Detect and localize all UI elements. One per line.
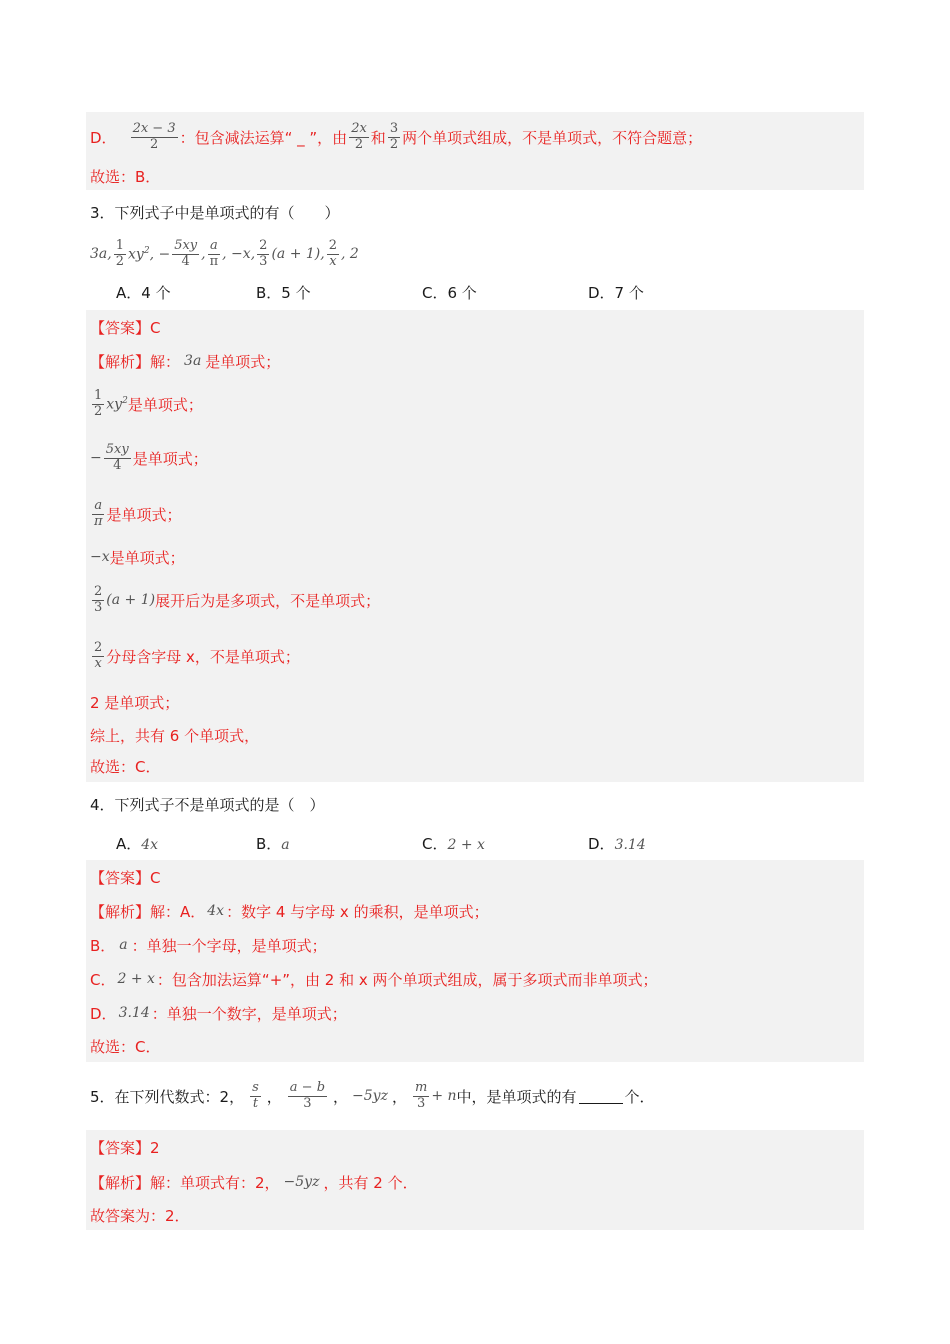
fraction: $\frac{3}{2}$ bbox=[389, 120, 399, 152]
option-a[interactable]: A．4 个 bbox=[116, 283, 171, 302]
option-d[interactable]: D．3.14 bbox=[588, 834, 646, 853]
analysis-c: C． 2 + x ：包含加法运算“+”，由 2 和 x 两个单项式组成，属于多项式而非单项式； bbox=[90, 970, 658, 989]
answer-line: 【答案】2 bbox=[90, 1138, 160, 1157]
question-3 bbox=[86, 190, 864, 782]
option-b[interactable]: B．a bbox=[256, 834, 290, 853]
analysis-a: 【解析】解：A． 4x ：数字 4 与字母 x 的乘积，是单项式； bbox=[90, 902, 489, 921]
question-stem: 4．下列式子不是单项式的是（ ） bbox=[90, 795, 325, 814]
q3-final: 故选：C． bbox=[90, 757, 161, 776]
analysis-line-5: −x 是单项式； bbox=[90, 548, 185, 567]
option-c[interactable]: C．6 个 bbox=[422, 283, 477, 302]
q5-final: 故答案为：2． bbox=[90, 1206, 190, 1225]
fraction: $\frac{2x}{2}$ bbox=[351, 120, 367, 152]
analysis-line-7: $\frac{2}{x}$ 分母含字母 x，不是单项式； bbox=[94, 639, 300, 671]
analysis-d: D． 3.14 ：单独一个数字，是单项式； bbox=[90, 1004, 347, 1023]
q2-option-d-line: D． $\frac{2x - 3}{2}$ ：包含减法运算“ _ ”，由 $\frac{2x}{2}$ 和 $\frac{3}{2}$ 两个单项式组成，不是单项式，不符合题意； bbox=[90, 120, 703, 152]
document-page bbox=[86, 112, 864, 1230]
analysis-line: 【解析】解：单项式有：2， −5yz ，共有 2 个． bbox=[90, 1173, 418, 1192]
q4-answer-box bbox=[86, 860, 864, 1062]
q4-options bbox=[86, 826, 864, 860]
option-label: D． bbox=[90, 128, 117, 147]
analysis-line-8: 2 是单项式； bbox=[90, 693, 180, 712]
analysis-b: B． a ：单独一个字母，是单项式； bbox=[90, 936, 327, 955]
option-a[interactable]: A．4x bbox=[116, 834, 159, 853]
option-b[interactable]: B．5 个 bbox=[256, 283, 311, 302]
q2-final: 故选：B． bbox=[90, 167, 161, 186]
q4-final: 故选：C． bbox=[90, 1037, 161, 1056]
analysis-line-1: 【解析】解： 3a 是单项式； bbox=[90, 352, 281, 371]
question-4 bbox=[86, 782, 864, 1062]
question-stem: 5．在下列代数式：2， $\frac{s}{t}$ ， $\frac{a - b}{3}$ ， −5yz ， $\frac{m}{3}$ + n 中，是单项式的有 个． bbox=[90, 1079, 655, 1111]
q5-answer-box bbox=[86, 1130, 864, 1230]
question-5 bbox=[86, 1062, 864, 1230]
option-c[interactable]: C．2 + x bbox=[422, 834, 485, 853]
question-stem: 3．下列式子中是单项式的有（ ） bbox=[90, 203, 340, 222]
analysis-line-3: − $\frac{5xy}{4}$ 是单项式； bbox=[90, 441, 208, 473]
q3-options bbox=[86, 274, 864, 310]
analysis-line-2: $\frac{1}{2}$ $xy^2$ 是单项式； bbox=[94, 387, 203, 419]
analysis-line-6: $\frac{2}{3}$ (a + 1) 展开后为是多项式，不是单项式； bbox=[94, 583, 381, 615]
answer-blank[interactable] bbox=[579, 1089, 623, 1104]
analysis-line-4: $\frac{a}{\pi}$ 是单项式； bbox=[94, 497, 182, 529]
answer-line: 【答案】C bbox=[90, 318, 161, 337]
answer-line: 【答案】C bbox=[90, 868, 161, 887]
option-d[interactable]: D．7 个 bbox=[588, 283, 644, 302]
q2-analysis-tail bbox=[86, 112, 864, 190]
fraction: $\frac{2x - 3}{2}$ bbox=[132, 120, 176, 152]
analysis-summary: 综上，共有 6 个单项式， bbox=[90, 726, 260, 745]
q3-expression-list: 3a, $\frac{1}{2}$ $xy^2$, − $\frac{5xy}{4}$ , $\frac{a}{\pi}$ , −x, $\frac{2}{3}$ (a + 1), $\frac{2}{x}$ , 2 bbox=[90, 237, 359, 269]
q3-answer-box bbox=[86, 310, 864, 782]
